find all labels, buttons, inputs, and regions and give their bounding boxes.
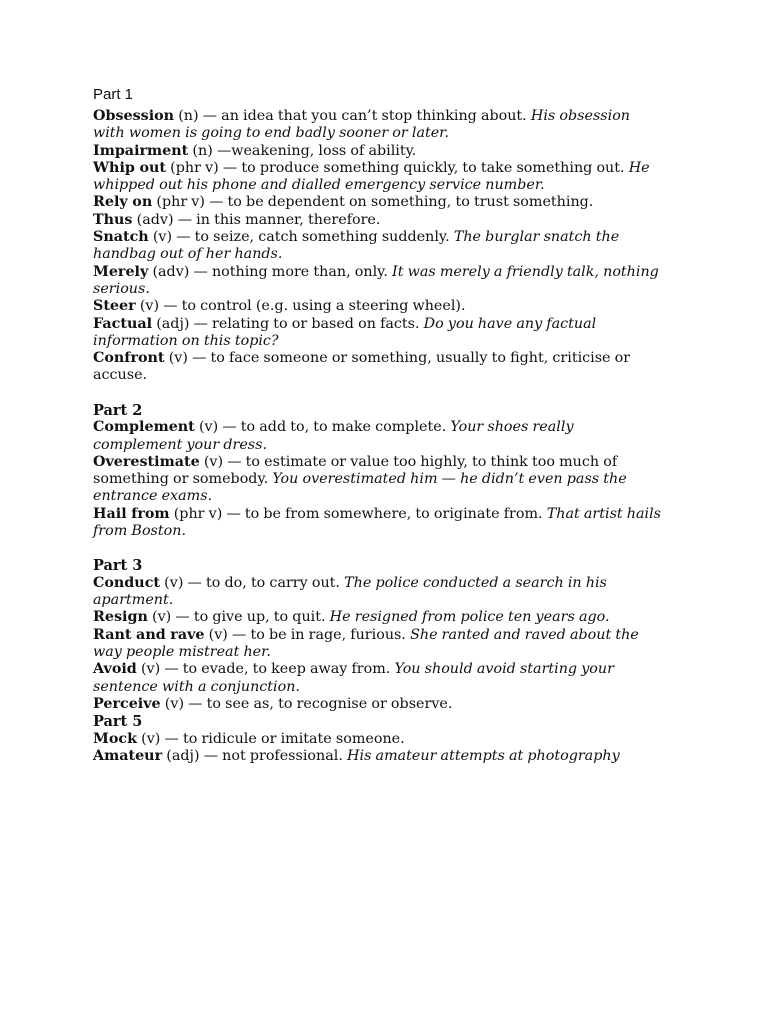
part-of-speech: (v) (198, 419, 219, 436)
example-sentence: The burglar snatch the handbag out of her hands. (93, 229, 620, 263)
term: Snatch (93, 229, 149, 246)
part-of-speech: (adv) (136, 211, 174, 228)
vocab-entry (93, 143, 663, 160)
part-of-speech: (phr v) (170, 159, 219, 176)
vocab-entry (93, 316, 663, 351)
part-of-speech: (v) (141, 730, 161, 747)
part-heading: Part 2 (93, 401, 143, 419)
term: Thus (93, 211, 133, 228)
vocabulary-document (93, 84, 663, 765)
vocab-entry (93, 108, 663, 143)
part-heading: Part 1 (93, 86, 134, 103)
term: Resign (93, 609, 148, 626)
term: Steer (93, 298, 136, 315)
part-of-speech: (phr v) (156, 194, 205, 211)
definition: — to be dependent on something, to trust something. (204, 194, 594, 211)
vocab-entry (93, 350, 663, 385)
part-of-speech: (v) (152, 229, 173, 246)
part-of-speech: (v) (152, 609, 172, 626)
vocab-entry (93, 661, 663, 696)
definition: — to see as, to recognise or observe. (184, 695, 453, 712)
definition: — to seize, catch something suddenly. (172, 229, 454, 246)
definition: —weakening, loss of ability. (212, 142, 417, 159)
section-spacer (93, 385, 663, 402)
definition: — to be from somewhere, to originate from. (222, 505, 547, 522)
part-of-speech: (n) (178, 108, 199, 124)
example-sentence: You overestimated him — he didn’t even pass the entrance exams. (93, 471, 627, 505)
vocab-entry (93, 298, 663, 315)
part-of-speech: (v) (208, 626, 228, 643)
example-sentence: It was merely a friendly talk, nothing serious. (93, 263, 659, 297)
example-sentence: He whipped out his phone and dialled emergency service number. (93, 159, 650, 194)
term: Complement (93, 419, 195, 436)
definition: — to estimate or value too highly, to think too much of something or somebody. (93, 453, 618, 488)
vocab-entry (93, 160, 663, 195)
example-sentence: His amateur attempts at photography (347, 748, 620, 764)
term: Mock (93, 730, 137, 747)
vocab-entry (93, 609, 663, 626)
term: Rant and rave (93, 626, 205, 643)
example-sentence: He resigned from police ten years ago. (329, 609, 610, 626)
part-of-speech: (phr v) (173, 505, 223, 522)
part-of-speech: (n) (192, 142, 213, 159)
part-of-speech: (adv) (152, 263, 190, 280)
definition: — in this manner, therefore. (173, 211, 381, 228)
term: Confront (93, 350, 165, 367)
part-3-section (93, 557, 663, 713)
vocab-entry (93, 212, 663, 229)
definition: — to ridicule or imitate someone. (160, 730, 405, 747)
example-sentence: The police conducted a search in his apartment. (93, 574, 607, 609)
part-of-speech: (adj) (166, 748, 200, 764)
example-sentence: She ranted and raved about the way people mistreat her. (93, 626, 639, 661)
term: Amateur (93, 748, 163, 764)
term: Merely (93, 263, 149, 280)
term: Perceive (93, 695, 161, 712)
part-1-section (93, 84, 663, 385)
part-of-speech: (v) (203, 453, 224, 470)
part-heading: Part 5 (93, 713, 143, 731)
vocab-entry (93, 627, 663, 662)
vocab-entry (93, 506, 663, 541)
definition: — not professional. (199, 748, 348, 764)
example-sentence: That artist hails from Boston. (93, 505, 662, 540)
term: Factual (93, 315, 153, 332)
vocab-entry (93, 229, 663, 264)
definition: — to control (e.g. using a steering wheel). (159, 298, 466, 315)
term: Impairment (93, 142, 189, 159)
vocab-entry (93, 419, 663, 454)
vocab-entry (93, 748, 663, 765)
definition: — to do, to carry out. (183, 574, 345, 591)
definition: — an idea that you can’t stop thinking about. (198, 108, 531, 124)
definition: — to give up, to quit. (171, 609, 330, 626)
term: Overestimate (93, 453, 200, 470)
term: Hail from (93, 505, 170, 522)
definition: — to evade, to keep away from. (160, 661, 395, 678)
vocab-entry (93, 696, 663, 713)
definition: — to be in rage, furious. (227, 626, 411, 643)
part-of-speech: (v) (140, 661, 161, 678)
vocab-entry (93, 194, 663, 211)
part-of-speech: (v) (164, 574, 184, 591)
example-sentence: His obsession with women is going to end badly sooner or later. (93, 108, 631, 142)
definition: — to produce something quickly, to take something out. (218, 159, 629, 176)
part-2-section (93, 402, 663, 541)
term: Rely on (93, 194, 153, 211)
part-5-section (93, 713, 663, 765)
part-of-speech: (v) (164, 695, 185, 712)
term: Obsession (93, 108, 175, 124)
part-heading: Part 3 (93, 557, 143, 575)
definition: — to add to, to make complete. (218, 419, 451, 436)
vocab-entry (93, 264, 663, 299)
term: Whip out (93, 159, 166, 176)
term: Avoid (93, 661, 137, 678)
section-spacer (93, 540, 663, 557)
definition: — nothing more than, only. (189, 263, 393, 280)
definition: — to face someone or something, usually to fight, criticise or accuse. (93, 350, 631, 384)
example-sentence: Do you have any factual information on this topic? (93, 315, 597, 349)
vocab-entry (93, 454, 663, 506)
example-sentence: You should avoid starting your sentence with a conjunction. (93, 661, 614, 695)
part-of-speech: (v) (139, 298, 160, 315)
part-of-speech: (adj) (156, 315, 190, 332)
definition: — relating to or based on facts. (189, 315, 424, 332)
vocab-entry (93, 731, 663, 748)
example-sentence: Your shoes really complement your dress. (93, 419, 574, 453)
part-of-speech: (v) (168, 350, 188, 367)
vocab-entry (93, 575, 663, 610)
term: Conduct (93, 574, 161, 591)
